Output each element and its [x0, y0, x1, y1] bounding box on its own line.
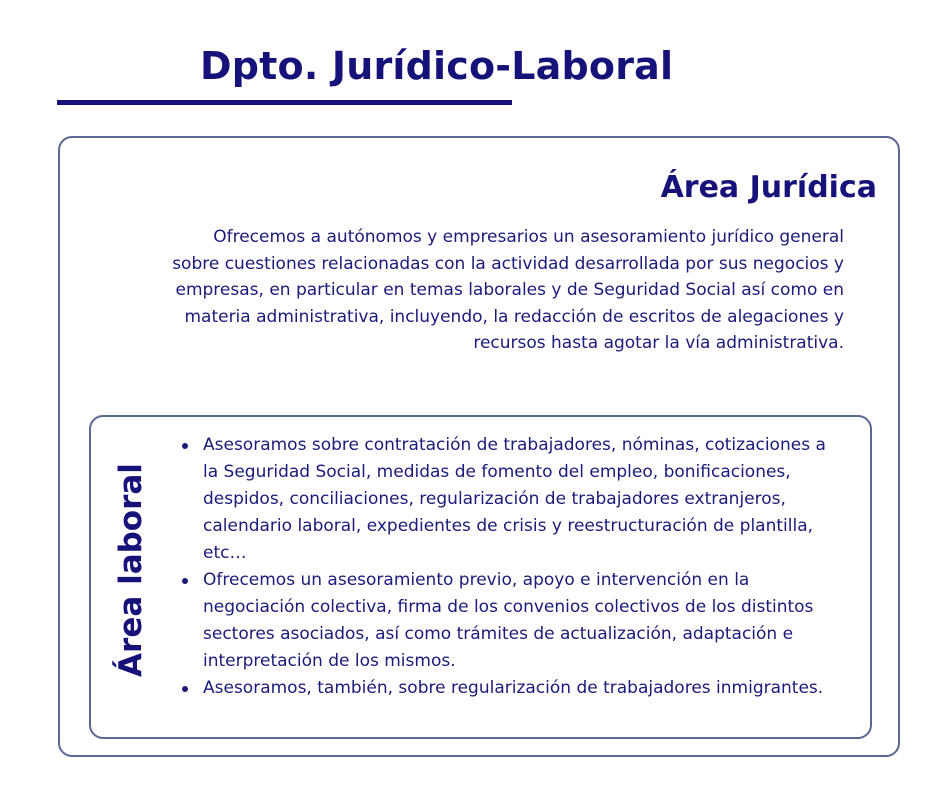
- list-item: [203, 432, 843, 567]
- list-item-text: Asesoramos, también, sobre regularización de trabajadores inmigrantes.: [203, 678, 824, 698]
- page-title: Dpto. Jurídico-Laboral: [200, 44, 674, 88]
- list-item: [203, 675, 843, 702]
- list-item-text: Ofrecemos un asesoramiento previo, apoyo e intervención en la negociación colectiva, firma de los convenios colectivos de los distintos sectores asociados, así como trámites de actualización, adaptación e interpretación de los mismos.: [203, 570, 814, 671]
- list-item: [203, 567, 843, 675]
- area-juridica-text: Ofrecemos a autónomos y empresarios un asesoramiento jurídico general sobre cuestiones relacionadas con la actividad desarrollada por sus negocios y empresas, en particular en temas laborales y de Seguridad Social así como en materia administrativa, incluyendo, la redacción de escritos de alegaciones y recursos hasta agotar la vía administrativa.: [172, 227, 844, 353]
- bullet-icon: [182, 578, 188, 584]
- bullet-icon: [182, 443, 188, 449]
- area-juridica-heading: Área Jurídica: [660, 170, 877, 205]
- list-item-text: Asesoramos sobre contratación de trabajadores, nóminas, cotizaciones a la Seguridad Social, medidas de fomento del empleo, bonificaciones, despidos, conciliaciones, regularización de trabajadores extranjeros, calendario laboral, expedientes de crisis y reestructuración de plantilla, etc…: [203, 435, 826, 563]
- bullet-icon: [182, 686, 188, 692]
- title-underline: [57, 100, 512, 105]
- area-laboral-heading: Área laboral: [113, 463, 149, 677]
- area-laboral-list: [203, 432, 843, 702]
